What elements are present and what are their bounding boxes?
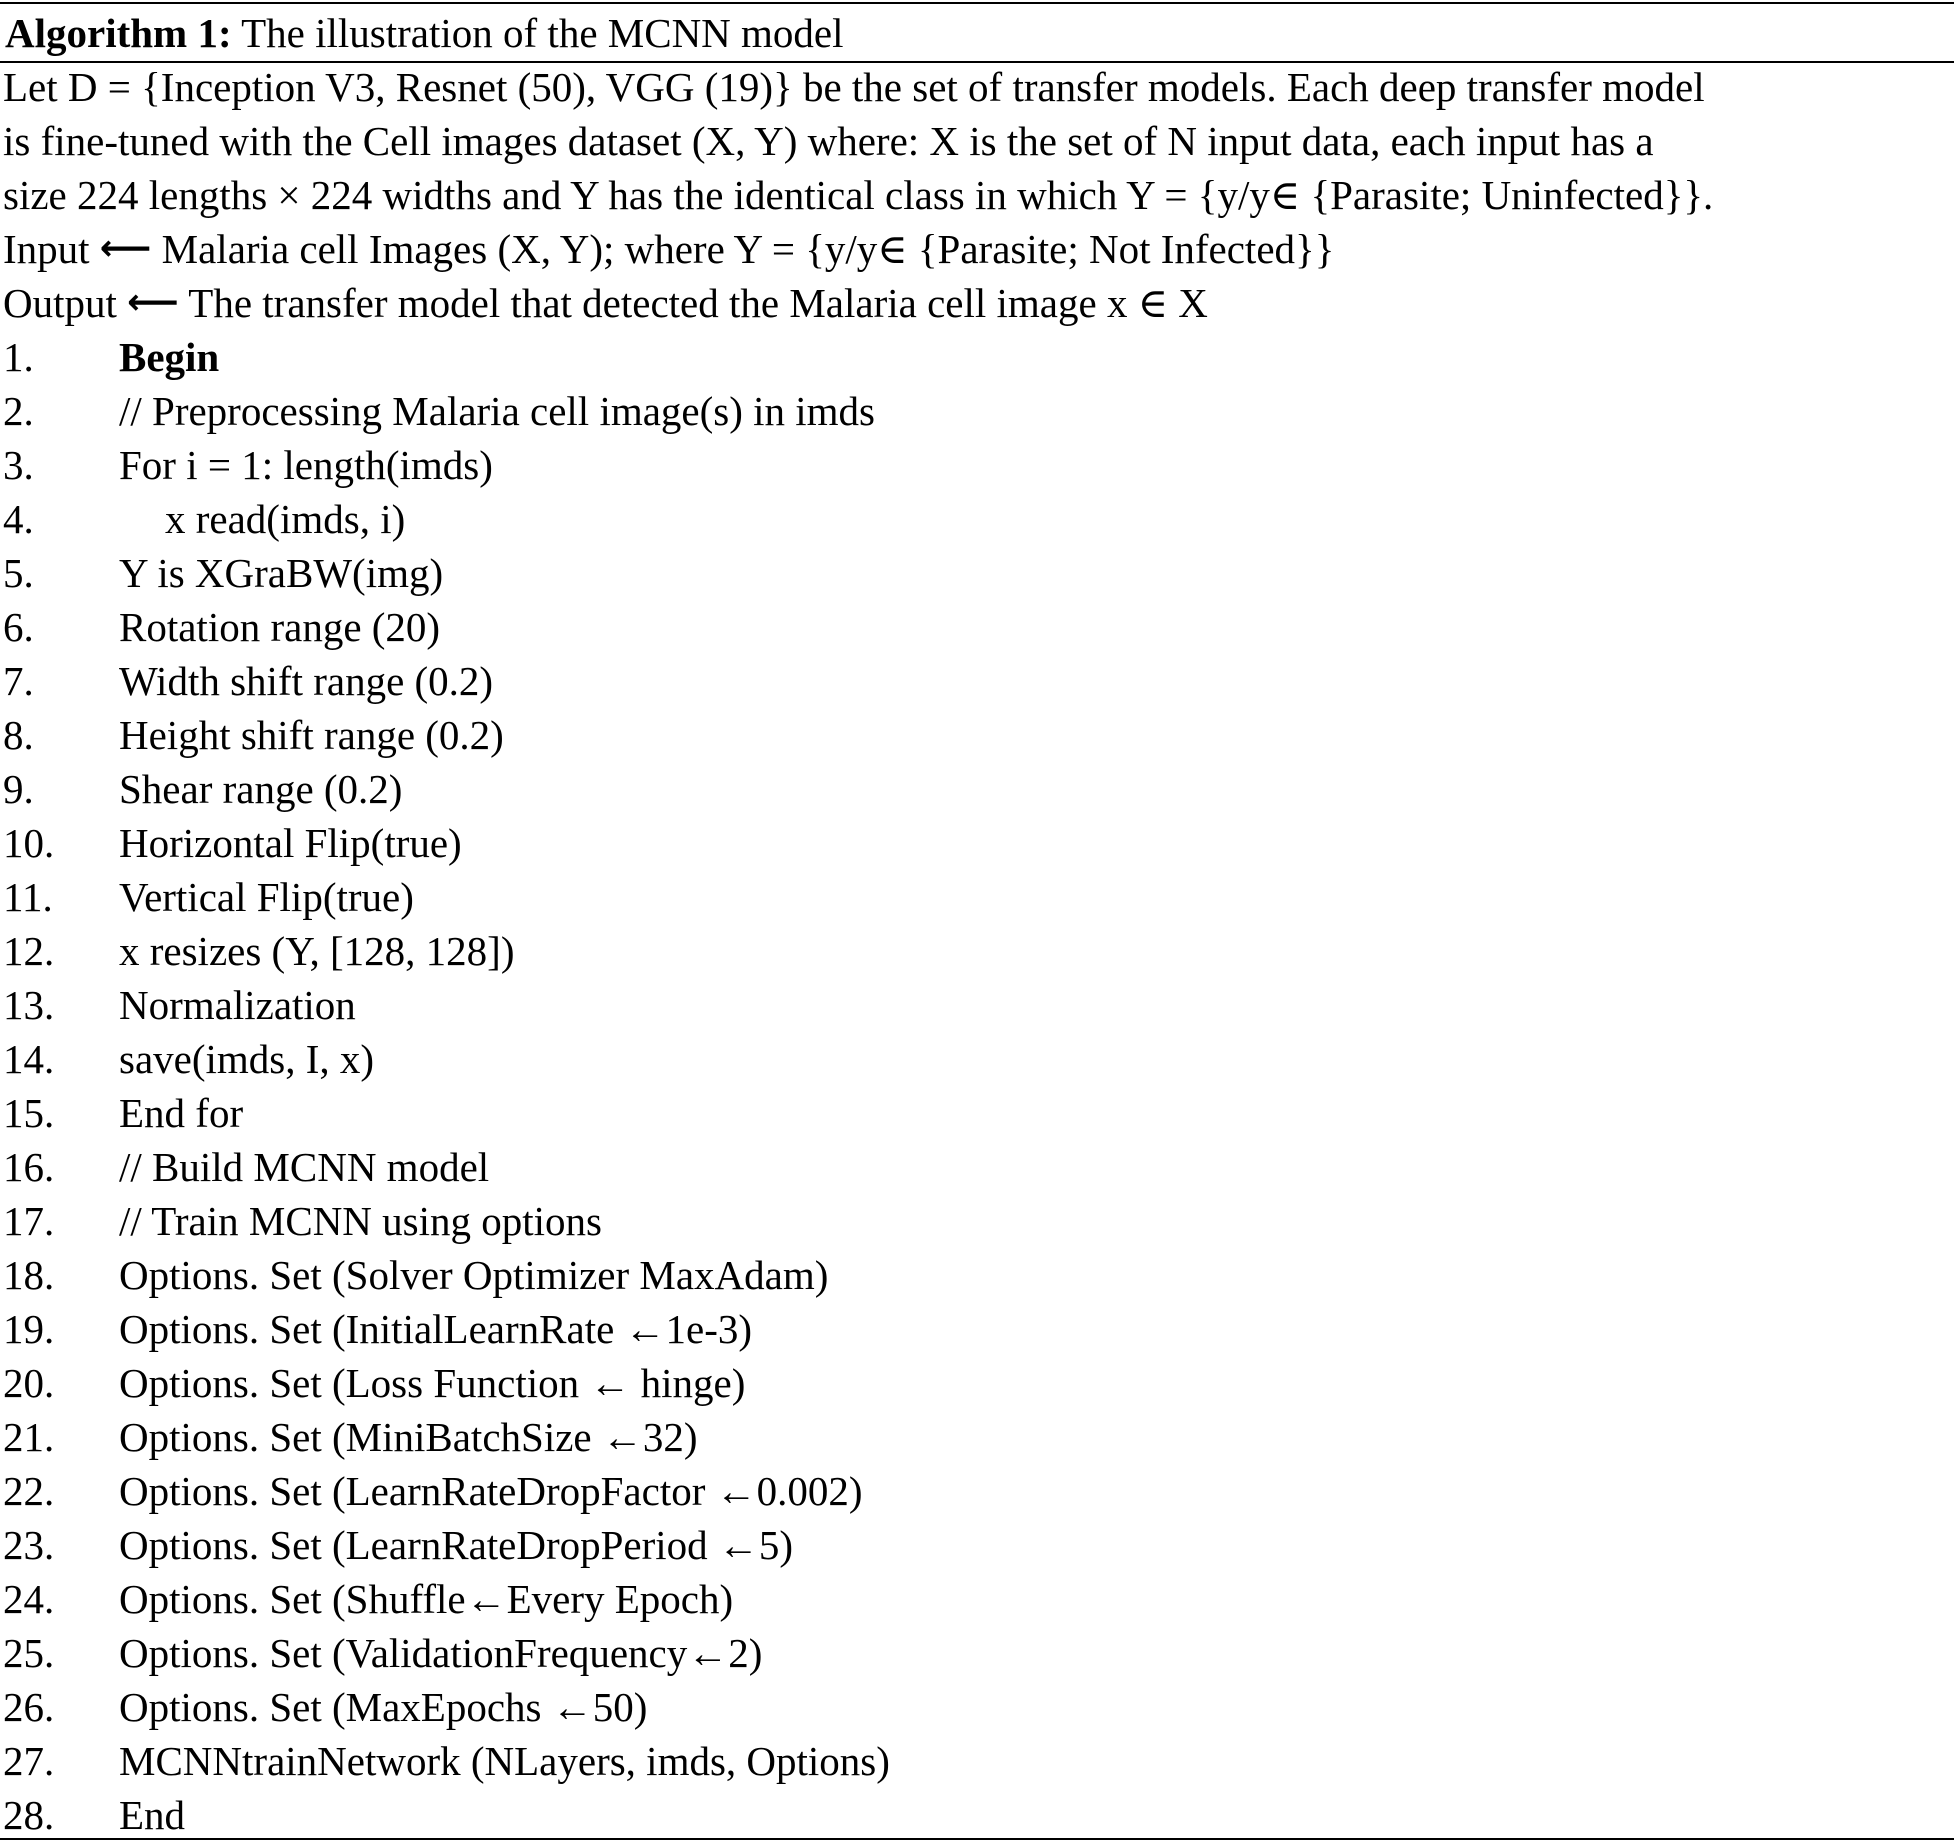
step-number: 9. bbox=[3, 766, 34, 812]
step-text: // Build MCNN model bbox=[119, 1144, 490, 1190]
output-label: Output bbox=[3, 280, 117, 326]
description-line-3: size 224 lengths × 224 widths and Y has the identical class in which Y = {y/y∈ {Parasite; Uninfected}}. bbox=[3, 172, 1714, 218]
step-text: Options. Set (ValidationFrequency←2) bbox=[119, 1630, 763, 1676]
caption-label: Algorithm 1: bbox=[5, 10, 232, 56]
step-number: 15. bbox=[3, 1090, 55, 1136]
step-number: 21. bbox=[3, 1414, 55, 1460]
step-text: Vertical Flip(true) bbox=[119, 874, 414, 920]
step-number: 12. bbox=[3, 928, 55, 974]
step-number: 17. bbox=[3, 1198, 55, 1244]
step-number: 7. bbox=[3, 658, 34, 704]
step-text: Shear range (0.2) bbox=[119, 766, 403, 812]
step-text: MCNNtrainNetwork (NLayers, imds, Options) bbox=[119, 1738, 890, 1784]
algorithm-caption bbox=[5, 6, 844, 60]
step-number: 19. bbox=[3, 1306, 55, 1352]
step-number: 11. bbox=[3, 874, 53, 920]
step-number: 16. bbox=[3, 1144, 55, 1190]
step-text: End for bbox=[119, 1090, 244, 1136]
input-text: Malaria cell Images (X, Y); where Y = {y/y∈ {Parasite; Not Infected}} bbox=[161, 226, 1335, 272]
description-line-1: Let D = {Inception V3, Resnet (50), VGG (19)} be the set of transfer models. Each deep transfer model bbox=[3, 64, 1705, 110]
step-number: 23. bbox=[3, 1522, 55, 1568]
step-text: x resizes (Y, [128, 128]) bbox=[119, 928, 515, 974]
step-text: Horizontal Flip(true) bbox=[119, 820, 462, 866]
bottom-rule bbox=[0, 1838, 1954, 1840]
step-number: 10. bbox=[3, 820, 55, 866]
step-text: Options. Set (LearnRateDropPeriod ←5) bbox=[119, 1522, 794, 1568]
step-text: Height shift range (0.2) bbox=[119, 712, 504, 758]
step-text: For i = 1: length(imds) bbox=[119, 442, 493, 488]
step-number: 24. bbox=[3, 1576, 55, 1622]
step-text: Options. Set (LearnRateDropFactor ←0.002) bbox=[119, 1468, 863, 1514]
step-text: Width shift range (0.2) bbox=[119, 658, 494, 704]
step-text: save(imds, I, x) bbox=[119, 1036, 375, 1082]
step-text: Options. Set (InitialLearnRate ←1e-3) bbox=[119, 1306, 753, 1352]
step-text: End bbox=[119, 1792, 186, 1838]
step-number: 4. bbox=[3, 496, 34, 542]
step-number: 1. bbox=[3, 334, 34, 380]
step-number: 22. bbox=[3, 1468, 55, 1514]
step-number: 27. bbox=[3, 1738, 55, 1784]
step-number: 26. bbox=[3, 1684, 55, 1730]
step-number: 8. bbox=[3, 712, 34, 758]
step-number: 6. bbox=[3, 604, 34, 650]
step-text: x read(imds, i) bbox=[165, 496, 406, 542]
step-text: Options. Set (Solver Optimizer MaxAdam) bbox=[119, 1252, 829, 1298]
step-number: 13. bbox=[3, 982, 55, 1028]
step-number: 25. bbox=[3, 1630, 55, 1676]
step-text: // Train MCNN using options bbox=[119, 1198, 602, 1244]
step-text: Normalization bbox=[119, 982, 356, 1028]
step-number: 2. bbox=[3, 388, 34, 434]
input-line bbox=[3, 222, 1334, 279]
step-text: Y is XGraBW(img) bbox=[119, 550, 444, 596]
step-text: Options. Set (MaxEpochs ←50) bbox=[119, 1684, 648, 1730]
output-text: The transfer model that detected the Malaria cell image x ∈ X bbox=[188, 280, 1208, 326]
step-text: Options. Set (MiniBatchSize ←32) bbox=[119, 1414, 698, 1460]
step-text: Begin bbox=[119, 334, 220, 380]
step-text: Options. Set (Shuffle←Every Epoch) bbox=[119, 1576, 734, 1622]
step-text: // Preprocessing Malaria cell image(s) in imds bbox=[119, 388, 876, 434]
step-number: 14. bbox=[3, 1036, 55, 1082]
step-text: Rotation range (20) bbox=[119, 604, 441, 650]
top-rule bbox=[0, 2, 1954, 4]
caption-text: The illustration of the MCNN model bbox=[241, 10, 844, 56]
output-line bbox=[3, 276, 1208, 333]
step-number: 3. bbox=[3, 442, 34, 488]
step-number: 5. bbox=[3, 550, 34, 596]
left-arrow-icon: ⟵ bbox=[99, 228, 152, 269]
step-text: Options. Set (Loss Function ← hinge) bbox=[119, 1360, 746, 1406]
step-number: 20. bbox=[3, 1360, 55, 1406]
step-number: 28. bbox=[3, 1792, 55, 1838]
input-label: Input bbox=[3, 226, 90, 272]
description-line-2: is fine-tuned with the Cell images dataset (X, Y) where: X is the set of N input data, each input has a bbox=[3, 118, 1654, 164]
left-arrow-icon: ⟵ bbox=[127, 282, 179, 323]
step-number: 18. bbox=[3, 1252, 55, 1298]
